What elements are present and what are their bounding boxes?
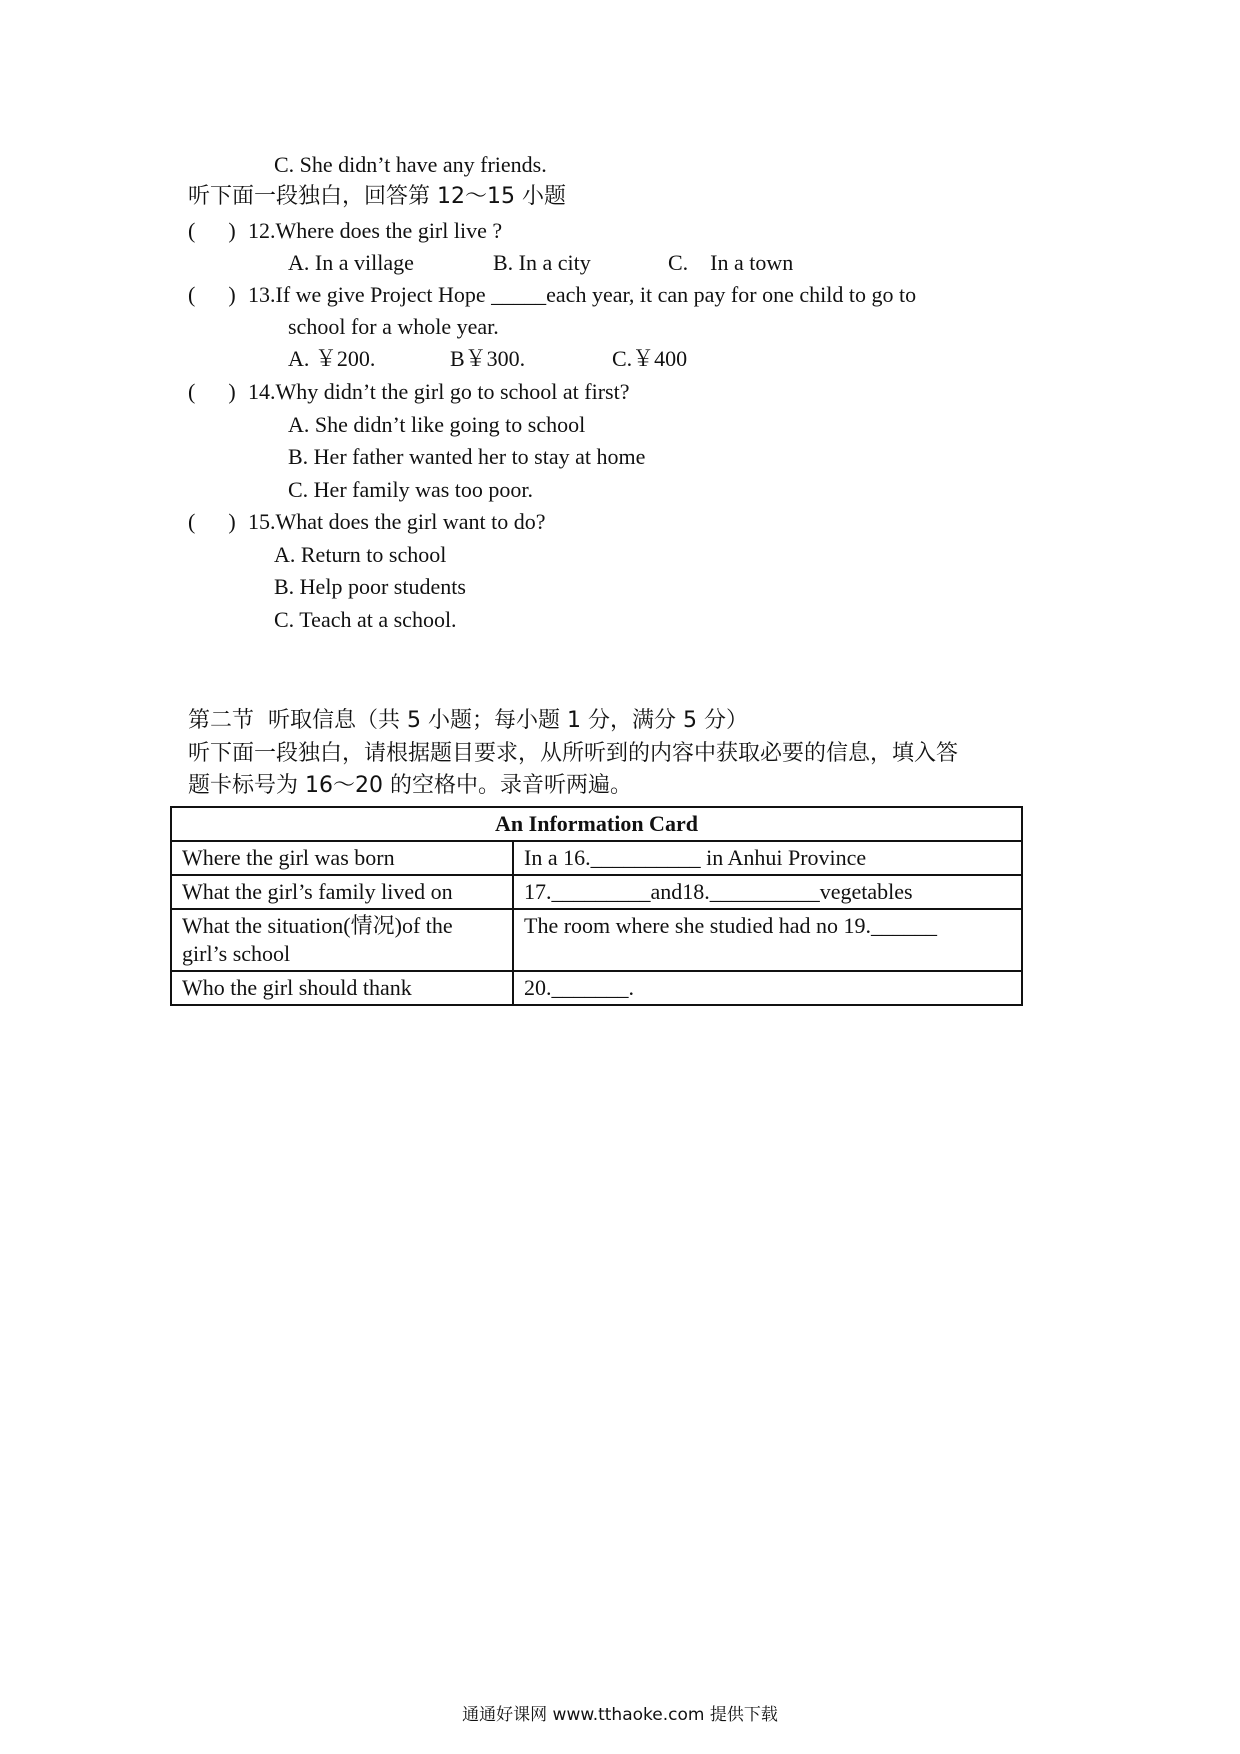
row-label: What the situation(情况)of the girl’s school <box>171 909 513 971</box>
section1-instruction: 听下面一段独白，回答第 12～15 小题 <box>188 184 566 209</box>
information-card-table <box>170 806 1023 1006</box>
table-row <box>171 971 1022 1005</box>
q11-option-c: C. She didn’t have any friends. <box>274 152 547 177</box>
q13-option-b: B￥300. <box>450 346 526 371</box>
section2-instruction-line2: 题卡标号为 16～20 的空格中。录音听两遍。 <box>188 773 632 798</box>
row-value: 17._________and18.__________vegetables <box>513 875 1022 909</box>
information-card-title: An Information Card <box>171 807 1022 841</box>
q12-option-a: A. In a village <box>288 250 414 275</box>
row-label: Where the girl was born <box>171 841 513 875</box>
table-row <box>171 875 1022 909</box>
q14-text: 14.Why didn’t the girl go to school at first? <box>248 379 630 404</box>
row-value: In a 16.__________ in Anhui Province <box>513 841 1022 875</box>
row-value: 20._______. <box>513 971 1022 1005</box>
q14-bracket: ( ) <box>188 379 236 404</box>
table-row <box>171 841 1022 875</box>
q12-option-c: C. In a town <box>668 250 794 275</box>
q13-bracket: ( ) <box>188 282 236 307</box>
q14-option-a: A. She didn’t like going to school <box>288 412 586 437</box>
q15-option-b: B. Help poor students <box>274 574 466 599</box>
q13-text: 13.If we give Project Hope _____each year, it can pay for one child to go to <box>248 282 917 307</box>
q14-option-b: B. Her father wanted her to stay at home <box>288 444 646 469</box>
q15-option-c: C. Teach at a school. <box>274 607 457 632</box>
q15-option-a: A. Return to school <box>274 542 447 567</box>
section2-heading: 第二节 听取信息（共 5 小题；每小题 1 分，满分 5 分） <box>188 708 748 733</box>
table-row <box>171 909 1022 971</box>
q13-continuation: school for a whole year. <box>288 314 499 339</box>
q15-text: 15.What does the girl want to do? <box>248 509 546 534</box>
section2-instruction-line1: 听下面一段独白，请根据题目要求，从所听到的内容中获取必要的信息，填入答 <box>188 741 959 766</box>
row-label: What the girl’s family lived on <box>171 875 513 909</box>
q13-option-a: A. ￥200. <box>288 346 376 371</box>
page-footer: 通通好课网 www.tthaoke.com 提供下载 <box>462 1705 778 1725</box>
q14-option-c: C. Her family was too poor. <box>288 477 534 502</box>
row-value: The room where she studied had no 19.______ <box>513 909 1022 971</box>
q12-option-b: B. In a city <box>493 250 591 275</box>
q13-option-c: C.￥400 <box>612 346 688 371</box>
q12-bracket: ( ) <box>188 218 236 243</box>
q15-bracket: ( ) <box>188 509 236 534</box>
q12-text: 12.Where does the girl live ? <box>248 218 503 243</box>
row-label: Who the girl should thank <box>171 971 513 1005</box>
